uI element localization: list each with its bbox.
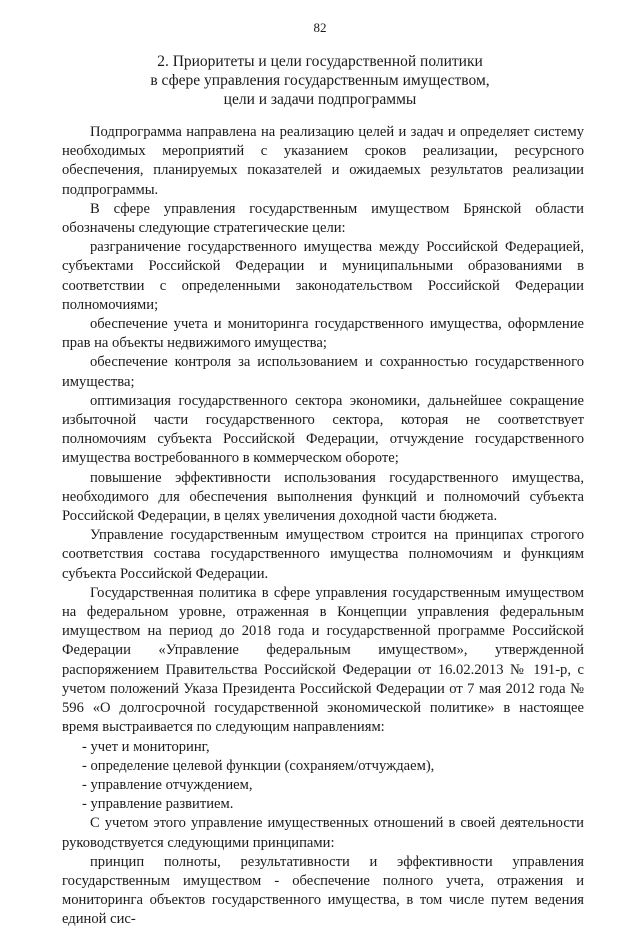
section-title-line-1: 2. Приоритеты и цели государственной политики	[157, 53, 483, 70]
paragraph: Подпрограмма направлена на реализацию целей и задач и определяет систему необходимых мероприятий с указанием сроков реализации, ресурсного обеспечения, планируемых показателей и ожидаемых результатов реализации подпрограммы.	[62, 124, 584, 198]
paragraph: Государственная политика в сфере управления государственным имуществом на федеральном уровне, отраженная в Концепции управления федеральным имуществом на период до 2018 года и государственной программе Российской Федерации «Управление федеральным имуществом», утвержденной распоряжением Правительства Российской Федерации от 16.02.2013 № 191-р, с учетом положений Указа Президента Российской Федерации от 7 мая 2012 года № 596 «О долгосрочной государственной экономической политике» в настоящее время выстраивается по следующим направлениям:	[62, 584, 584, 736]
list-item: - управление развитием.	[82, 796, 234, 813]
section-title-line-2: в сфере управления государственным имуществом,	[150, 72, 490, 89]
paragraph: обеспечение контроля за использованием и сохранностью государственного имущества;	[62, 354, 584, 390]
list-item: - управление отчуждением,	[82, 776, 253, 793]
paragraph: принцип полноты, результативности и эффективности управления государственным имуществом - обеспечение полного учета, отражения и мониторинга объектов государственного имущества, в том числе путем ведения единой сис-	[62, 853, 584, 928]
paragraph: Управление государственным имуществом строится на принципах строгого соответствия состава государственного имущества полномочиям и функциям субъекта Российской Федерации.	[62, 527, 584, 582]
paragraph: оптимизация государственного сектора экономики, дальнейшее сокращение избыточной части государственного сектора, которая не соответствует полномочиям субъекта Российской Федерации, отчуждение государственного имущества востребованного в коммерческом обороте;	[62, 392, 584, 467]
section-title	[60, 52, 580, 109]
paragraph: повышение эффективности использования государственного имущества, необходимого для обеспечения выполнения функций и полномочий субъекта Российской Федерации, в целях увеличения доходной части бюджета.	[62, 469, 584, 525]
paragraph: разграничение государственного имущества между Российской Федерацией, субъектами Российской Федерации и муниципальными образованиями в соответствии с определенными законодательством Российской Федерации полномочиями;	[62, 239, 584, 313]
page-number: 82	[313, 20, 327, 35]
list-item: - определение целевой функции (сохраняем/отчуждаем),	[82, 757, 435, 774]
paragraph: В сфере управления государственным имуществом Брянской области обозначены следующие стратегические цели:	[62, 200, 584, 237]
section-title-line-3: цели и задачи подпрограммы	[223, 91, 417, 108]
paragraph: С учетом этого управление имущественных отношений в своей деятельности руководствуется следующими принципами:	[62, 815, 584, 851]
list-item: - учет и мониторинг,	[82, 738, 210, 755]
paragraph: обеспечение учета и мониторинга государственного имущества, оформление прав на объекты недвижимого имущества;	[62, 316, 584, 352]
body-text	[62, 123, 584, 930]
